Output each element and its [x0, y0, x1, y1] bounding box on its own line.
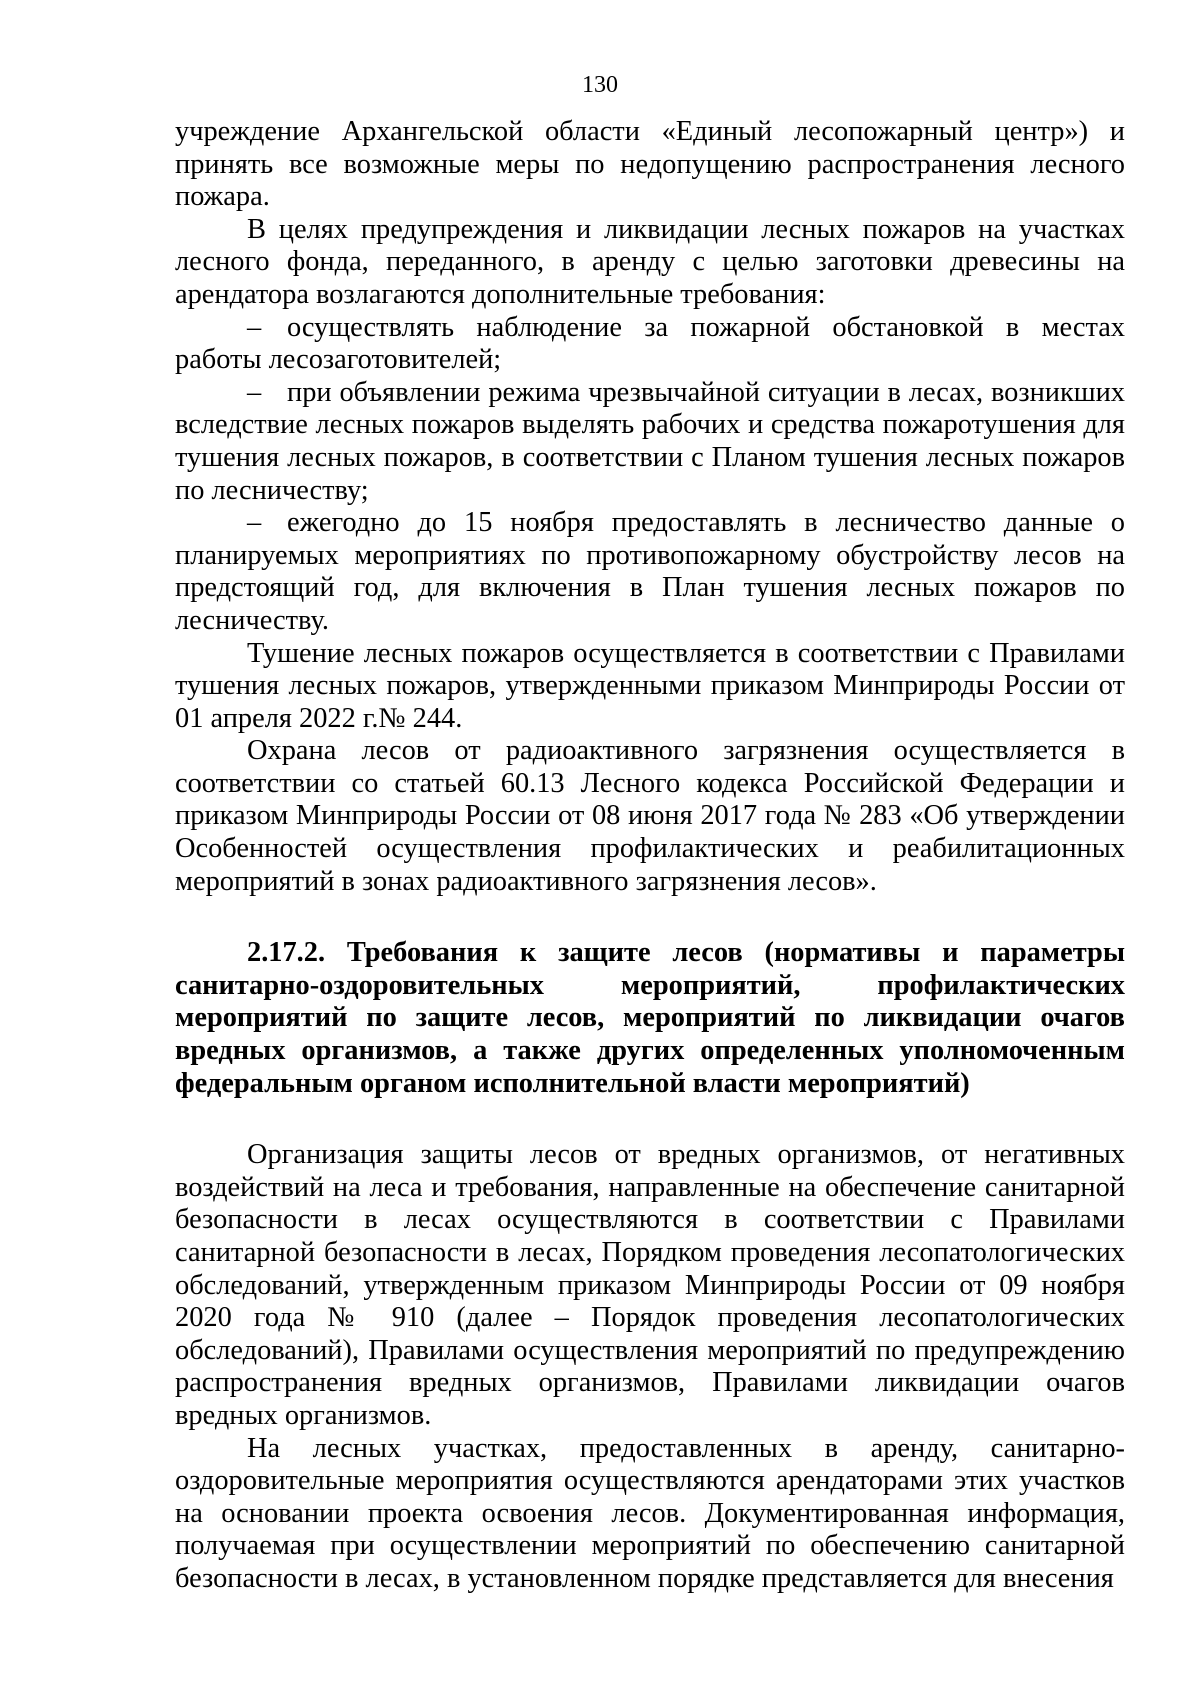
paragraph-fire-suppression: Тушение лесных пожаров осуществляется в соответствии с Правилами тушения лесных пожаров, утвержденными приказом Минприроды России от 01 апреля 2022 г.№ 244.: [175, 637, 1125, 734]
paragraph-leased-plots: На лесных участках, предоставленных в аренду, санитарно-оздоровительные мероприятия осуществляются арендаторами этих участков на основании проекта освоения лесов. Документированная информация, получаемая при осуществлении мероприятий по обеспечению санитарной безопасности в лесах, в установленном порядке представляется для внесения: [175, 1432, 1125, 1594]
section-heading: 2.17.2. Требования к защите лесов (нормативы и параметры санитарно-оздоровительных мероприятий, профилактических мероприятий по защите лесов, мероприятий по ликвидации очагов вредных организмов, а также других определенных уполномоченным федеральным органом исполнительной власти мероприятий): [175, 937, 1125, 1099]
list-item: [175, 507, 1125, 637]
page-number: 130: [582, 72, 618, 98]
paragraph-fire-prevention-requirements: В целях предупреждения и ликвидации лесных пожаров на участках лесного фонда, переданного, в аренду с целью заготовки древесины на арендатора возлагаются дополнительные требования:: [175, 213, 1125, 310]
paragraph-continuation: учреждение Архангельской области «Единый лесопожарный центр») и принять все возможные меры по недопущению распространения лесного пожара.: [175, 116, 1125, 213]
list-item-text: при объявлении режима чрезвычайной ситуации в лесах, возникших вследствие лесных пожаров выделять рабочих и средства пожаротушения для тушения лесных пожаров, в соответствии с Планом тушения лесных пожаров по лесничеству;: [175, 376, 1125, 506]
list-item-text: ежегодно до 15 ноября предоставлять в лесничество данные о планируемых мероприятиях по противопожарному обустройству лесов на предстоящий год, для включения в План тушения лесных пожаров по лесничеству.: [175, 507, 1125, 636]
list-dash: –: [247, 376, 262, 408]
list-item-text: осуществлять наблюдение за пожарной обстановкой в местах работы лесозаготовителей;: [175, 311, 1125, 376]
list-dash: –: [247, 311, 262, 343]
paragraph-forest-protection-organization: Организация защиты лесов от вредных организмов, от негативных воздействий на леса и требования, направленные на обеспечение санитарной безопасности в лесах осуществляются в соответствии с Правилами санитарной безопасности в лесах, Порядком проведения лесопатологических обследований, утвержденным приказом Минприроды России от 09 ноября 2020 года № 910 (далее – Порядок проведения лесопатологических обследований), Правилами осуществления мероприятий по предупреждению распространения вредных организмов, Правилами ликвидации очагов вредных организмов.: [175, 1139, 1125, 1431]
list-dash: –: [247, 507, 262, 539]
list-item: [175, 377, 1125, 507]
list-item: [175, 312, 1125, 377]
document-body: [175, 116, 1125, 1596]
paragraph-radiation-protection: Охрана лесов от радиоактивного загрязнения осуществляется в соответствии со статьей 60.13 Лесного кодекса Российской Федерации и приказом Минприроды России от 08 июня 2017 года № 283 «Об утверждении Особенностей осуществления профилактических и реабилитационных мероприятий в зонах радиоактивного загрязнения лесов».: [175, 735, 1125, 897]
